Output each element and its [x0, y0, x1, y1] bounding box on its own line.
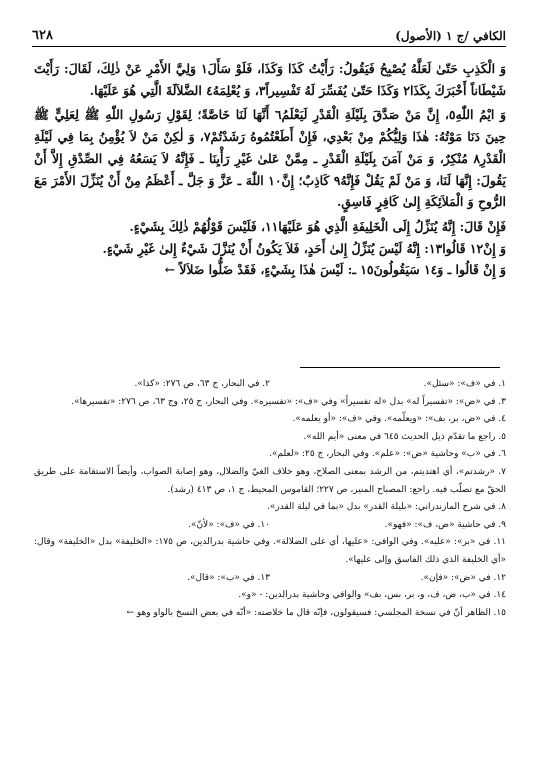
- paragraph: وَ الْكَذِبِ حَتّىٰ لَعَلَّهُ يُصْبِحُ فَيَقُولُ: رَأَيْتُ كَذَا وَكَذَا، فَلَوْ سَأَلَ١ وَلِيَّ الأَمْرِ عَنْ ذٰلِكَ، لَقَالَ: رَأَيْتَ شَيْطَاناً أَخْبَرَكَ بِكَذَا٢ وَكَذَا حَتّىٰ يُفَسِّرَ لَهُ تَفْسِيراً٣، وَ يُعْلِمَهُ٤ الضَّلاَلَةَ الَّتِي هُوَ عَلَيْهَا.: [34, 61, 506, 98]
- footnote: ٤. في «ض، بر، بف»: «ويعلّمه». وفي «ف»: «أو يعلمه».: [292, 414, 506, 425]
- footnote: ١٤. في «ب، ض، ف، و، بر، بس، بف» والوافي وحاشية بدرالدين: - «و».: [238, 590, 506, 601]
- paragraph: وَ إِنْ قَالُوا ـ وَ١٤ سَيَقُولُونَ١٥ ـ: لَيْسَ هٰذَا بِشَيْءٍ، فَقَدْ ضَلُّوا ضَلاَلاً ←: [164, 262, 506, 278]
- footnote: ١٢. في «ض»: «فإن».: [420, 572, 506, 583]
- footnote-row: [34, 376, 506, 394]
- page-number: ٦٢٨: [32, 28, 53, 43]
- footnote: ١١. في «بر»: «عليه». وفي الوافي: «عليها، أي على الضلالة». وفي حاشية بدرالدين، ص ١٧٥: «الخليفة» بدل «الخليفة» وقال: «أي الخليفة الذي ذلك الفاسق وإلى عليها».: [34, 537, 506, 565]
- paragraph: وَ إِنْ١٢ قَالُوا١٣: إِنَّهُ لَيْسَ يُنَزِّلُ إِلىٰ أَحَدٍ، فَلاَ يَكُونُ أَنْ يُنَزَّلَ شَيْءٌ إِلىٰ غَيْرِ شَيْءٍ.: [102, 240, 506, 256]
- page-header: [32, 28, 506, 47]
- footnote: ١٣. في «ب»: «قال».: [187, 572, 270, 583]
- paragraph: فَإِنْ قَالَ: إِنَّهُ يُنَزِّلُ إِلَى الْخَلِيفَةِ الَّذِي هُوَ عَلَيْهَا١١، فَلَيْسَ قَوْلُهُمْ ذٰلِكَ بِشَيْءٍ.: [129, 218, 506, 234]
- footnote-row: [34, 517, 506, 535]
- footnote: ٨. في شرح المازندراني: «بليلة القدر» بدل «بما في ليلة القدر».: [267, 502, 506, 513]
- footnote: ١٥. الظاهر أنّ في نسخة المجلسي: فسيقولون، فإنّه قال ما خلاصته: «أنّه في بعض النسخ بالواو وهو ←: [126, 607, 506, 618]
- footnote-divider: [300, 367, 500, 368]
- paragraph: وَ ايْمُ اللّٰهِ٥، إِنَّ مَنْ صَدَّقَ بِلَيْلَةِ الْقَدْرِ لَيَعْلَمُ٦ أَنَّهَا لَنَا خَاصَّةً؛ لِقَوْلِ رَسُولِ اللّٰهِ ﷺ لِعَلِيٍّ ﷺ حِينَ دَنَا مَوْتُهُ: هٰذَا وَلِيُّكُمْ مِنْ بَعْدِي، فَإِنْ أَطَعْتُمُوهُ رَشَدْتُمْ٧، وَ لٰكِنْ مَنْ لاَ يُؤْمِنُ بِمَا فِي لَيْلَةِ الْقَدْرِ٨ مُنْكِرٌ، وَ مَنْ آمَنَ بِلَيْلَةِ الْقَدْرِ ـ مِمَّنْ عَلىٰ غَيْرِ رَأْيِنَا ـ فَإِنَّهُ لاَ يَسَعُهُ فِي الصِّدْقِ إِلاَّ أَنْ يَقُولَ: إِنَّهَا لَنَا، وَ مَنْ لَمْ يَقُلْ فَإِنَّهُ٩ كَاذِبٌ؛ إِنَّ١٠ اللّٰهَ ـ عَزَّ وَ جَلَّ ـ أَعْظَمُ مِنْ أَنْ يُنَزِّلَ الأَمْرَ مَعَ الرُّوحِ وَ الْمَلاَئِكَةِ إِلىٰ كَافِرٍ فَاسِقٍ.: [34, 107, 507, 210]
- footnote: ٣. في «ض»: «تفسيراً له» بدل «له تفسيراً» وفي «ف»: «تفسيره». وفي البحار، ج ٢٥، وج ٦٣، ص ٢٧٦: «تفسيرها».: [71, 396, 506, 407]
- main-text: [34, 58, 506, 281]
- running-title: الكافي /ج ۱ (الأصول): [395, 29, 506, 43]
- footnote: ٦. في «ب» وحاشية «ض»: «علم». وفي البحار، ج ٢٥: «لعلم».: [269, 449, 506, 460]
- footnote: ١. في «ف»: «سئل».: [423, 379, 506, 389]
- footnote: ٥. راجع ما تقدّم ذيل الحديث ٦٤٥ في معنى «أيم الله».: [303, 431, 506, 442]
- footnote-row: [34, 570, 506, 588]
- footnote: ١٠. في «ف»: «لأنّ».: [188, 519, 270, 530]
- footnote: ٧. «رشدتم»، أي اهتديتم، من الرشد بمعنى الصلاح، وهو خلاف الغيّ والضلال، وهو إصابة الصواب، وأيضاً الاستقامة على طريق الحقّ مع تصلّب فيه. راجع: المصباح المنير، ص ٢٢٧؛ القاموس المحيط، ج ١، ص ٤١٣ (رشد).: [34, 466, 506, 495]
- footnote: ٩. في حاشية «ض، ف»: «فهو».: [384, 519, 506, 530]
- footnote: ٢. في البحار، ج ٦٣، ص ٢٧٦: «كذا».: [134, 379, 270, 389]
- footnotes: [34, 376, 506, 622]
